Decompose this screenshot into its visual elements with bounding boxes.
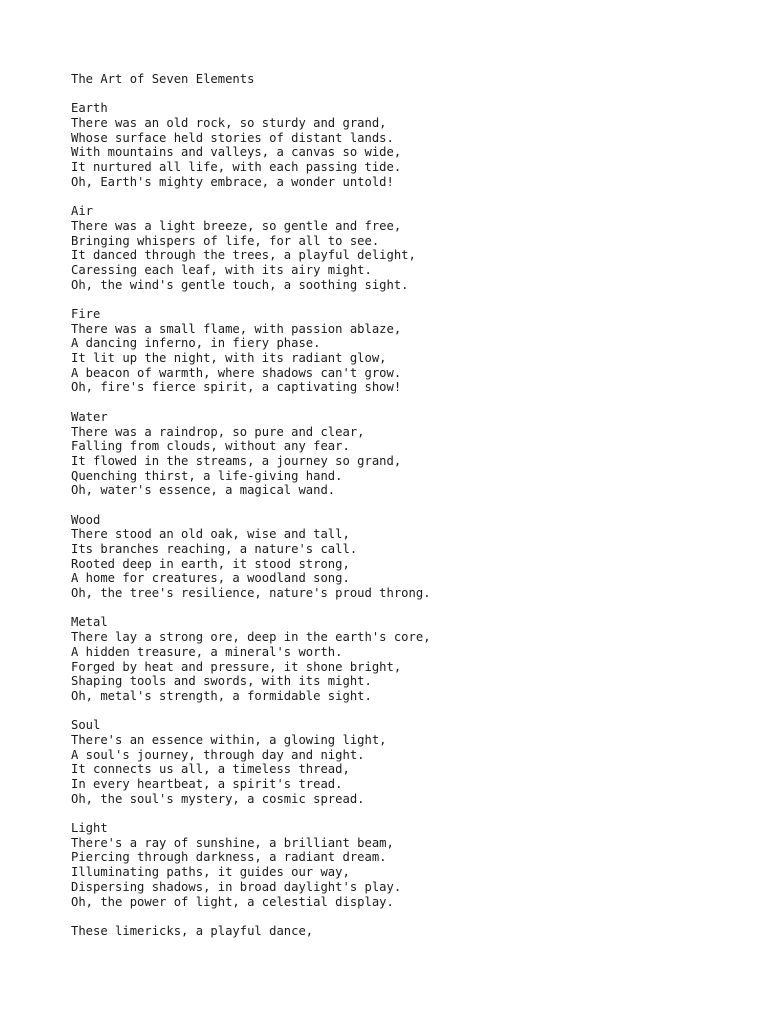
stanza-line: Oh, the soul's mystery, a cosmic spread. bbox=[71, 791, 365, 806]
stanza-line: Caressing each leaf, with its airy might. bbox=[71, 262, 372, 277]
stanza-line: There's an essence within, a glowing light, bbox=[71, 732, 387, 747]
stanza-line: There stood an old oak, wise and tall, bbox=[71, 527, 350, 542]
stanza-line: There lay a strong ore, deep in the earth's core, bbox=[71, 630, 431, 645]
stanza-line: There was a small flame, with passion ablaze, bbox=[71, 321, 402, 336]
stanza-heading: Metal bbox=[71, 615, 108, 630]
stanza-line: Dispersing shadows, in broad daylight's play. bbox=[71, 879, 402, 894]
stanza-heading: Earth bbox=[71, 101, 108, 116]
stanza-line: There was a raindrop, so pure and clear, bbox=[71, 424, 365, 439]
stanza-heading: Wood bbox=[71, 512, 101, 527]
stanza-line: There was a light breeze, so gentle and free, bbox=[71, 218, 402, 233]
stanza-line: With mountains and valleys, a canvas so wide, bbox=[71, 145, 402, 160]
stanza-line: There was an old rock, so sturdy and grand, bbox=[71, 116, 387, 131]
stanza-line: A hidden treasure, a mineral's worth. bbox=[71, 644, 343, 659]
closing-line: These limericks, a playful dance, bbox=[71, 923, 314, 938]
stanza-air bbox=[71, 204, 751, 292]
stanza-line: Oh, water's essence, a magical wand. bbox=[71, 483, 336, 498]
stanza-line: Its branches reaching, a nature's call. bbox=[71, 542, 358, 556]
stanza-line: It connects us all, a timeless thread, bbox=[71, 762, 350, 777]
stanza-earth bbox=[71, 101, 751, 189]
stanza-line: A home for creatures, a woodland song. bbox=[71, 571, 350, 586]
stanza-metal bbox=[71, 615, 751, 703]
document-title: The Art of Seven Elements bbox=[71, 72, 255, 86]
stanza-line: Oh, the power of light, a celestial display. bbox=[71, 894, 394, 909]
stanza-line: Whose surface held stories of distant lands. bbox=[71, 130, 394, 145]
stanza-heading: Light bbox=[71, 821, 108, 836]
stanza-line: Falling from clouds, without any fear. bbox=[71, 439, 350, 454]
stanza-line: In every heartbeat, a spirit's tread. bbox=[71, 777, 343, 791]
stanza-line: Illuminating paths, it guides our way, bbox=[71, 865, 350, 880]
stanza-line: Oh, Earth's mighty embrace, a wonder untold! bbox=[71, 174, 394, 189]
stanza-line: A soul's journey, through day and night. bbox=[71, 747, 365, 762]
stanza-line: There's a ray of sunshine, a brilliant beam, bbox=[71, 835, 394, 850]
stanza-light bbox=[71, 821, 751, 909]
stanza-line: A dancing inferno, in fiery phase. bbox=[71, 336, 321, 351]
stanza-heading: Water bbox=[71, 409, 108, 424]
stanza-heading: Fire bbox=[71, 307, 101, 321]
document-page bbox=[71, 72, 751, 939]
stanza-line: Oh, fire's fierce spirit, a captivating show! bbox=[71, 380, 402, 395]
stanza-heading: Soul bbox=[71, 718, 101, 733]
stanza-fire bbox=[71, 307, 751, 395]
stanza-water bbox=[71, 410, 751, 498]
stanza-line: It lit up the night, with its radiant glow, bbox=[71, 351, 387, 366]
stanza-line: It danced through the trees, a playful delight, bbox=[71, 248, 416, 263]
stanza-line: Oh, the wind's gentle touch, a soothing sight. bbox=[71, 277, 409, 292]
stanza-line: Oh, metal's strength, a formidable sight. bbox=[71, 688, 372, 703]
stanza-line: It nurtured all life, with each passing tide. bbox=[71, 160, 402, 175]
stanza-heading: Air bbox=[71, 204, 94, 219]
stanza-line: Forged by heat and pressure, it shone bright, bbox=[71, 659, 402, 674]
stanza-line: Quenching thirst, a life-giving hand. bbox=[71, 468, 343, 483]
stanza-line: Shaping tools and swords, with its might. bbox=[71, 674, 372, 689]
stanza-soul bbox=[71, 718, 751, 806]
stanza-line: A beacon of warmth, where shadows can't grow. bbox=[71, 365, 402, 380]
stanza-line: Bringing whispers of life, for all to see. bbox=[71, 233, 380, 248]
stanza-line: Rooted deep in earth, it stood strong, bbox=[71, 556, 350, 571]
stanza-line: Oh, the tree's resilience, nature's proud throng. bbox=[71, 586, 431, 601]
stanza-line: Piercing through darkness, a radiant dream. bbox=[71, 850, 387, 865]
stanza-line: It flowed in the streams, a journey so grand, bbox=[71, 453, 402, 468]
stanza-wood bbox=[71, 513, 751, 601]
